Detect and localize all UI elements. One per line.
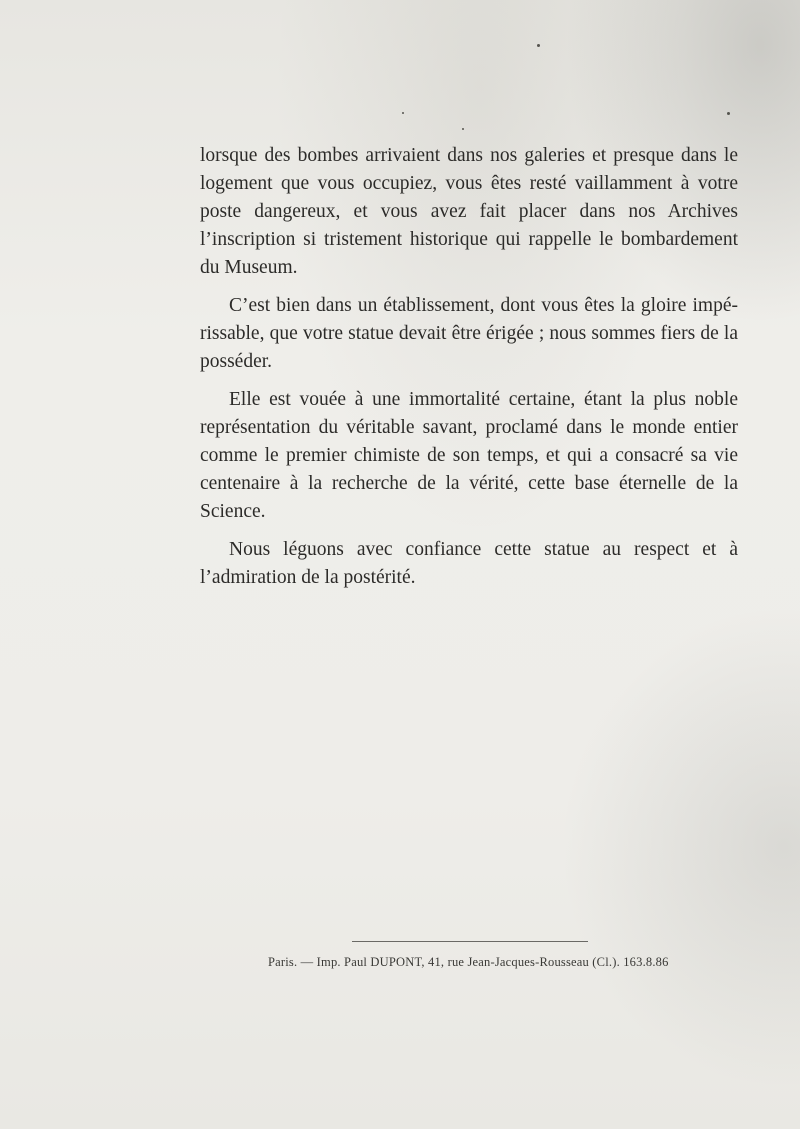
paragraph: Elle est vouée à une immortalité certaine, étant la plus noble représentation du véritable savant, proclamé dans le monde entier comme le premier chimiste de son temps, et qui a consacré sa vie centenaire à la recherche de la vérité, cette base éternelle de la Science. [200, 389, 738, 522]
paragraph: lorsque des bombes arrivaient dans nos galeries et presque dans le logement que vous occupiez, vous êtes resté vaillamment à votre poste dangereux, et vous avez fait placer dans nos Archives l’inscription si tristement historique qui rappelle le bombardement du Museum. [200, 145, 738, 278]
imprint-rule [352, 941, 588, 942]
ink-speck [402, 112, 404, 114]
printer-imprint: Paris. — Imp. Paul DUPONT, 41, rue Jean-Jacques-Rousseau (Cl.). 163.8.86 [268, 955, 669, 969]
paragraph: Nous léguons avec confiance cette statue au respect et à l’admiration de la postérité. [200, 539, 738, 588]
ink-speck [462, 128, 464, 130]
letter-body [200, 142, 738, 602]
ink-speck [727, 112, 730, 115]
paragraph: C’est bien dans un établissement, dont vous êtes la gloire impérissable, que votre statue devait être érigée ; nous sommes fiers de la posséder. [200, 295, 738, 372]
ink-speck [537, 44, 540, 47]
